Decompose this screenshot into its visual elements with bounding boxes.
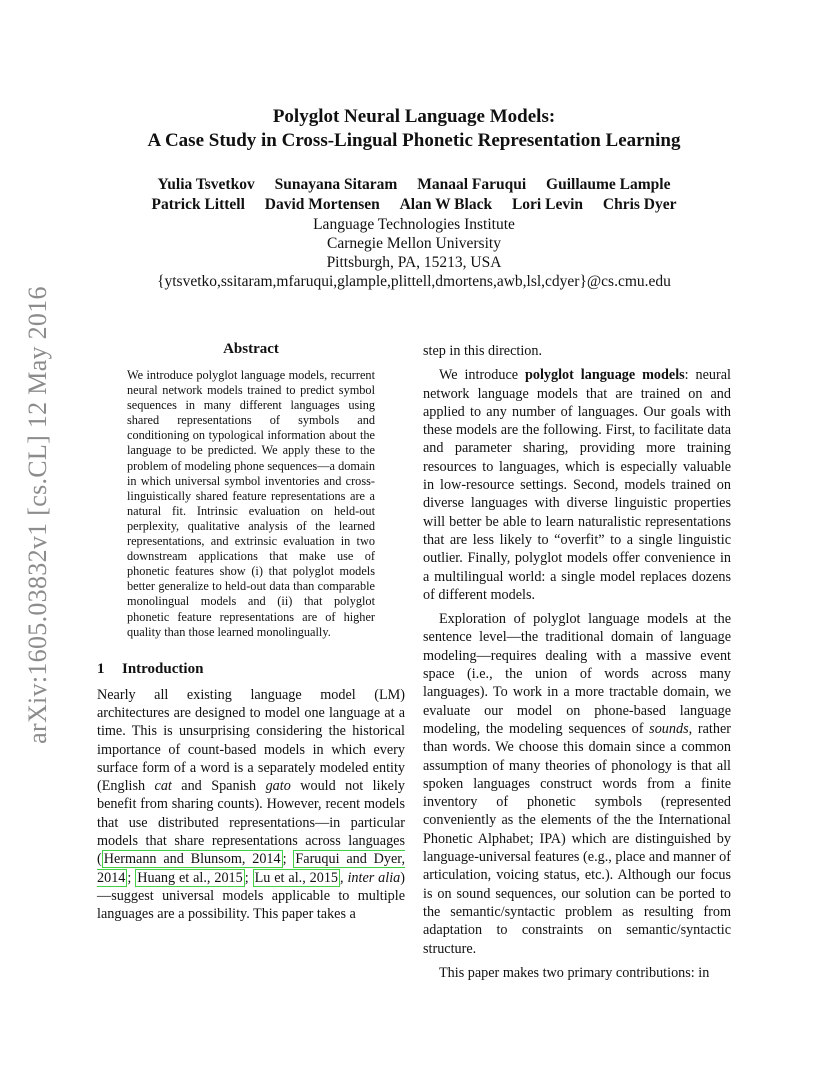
author-row-2 (0, 195, 828, 215)
title-line-1: Polyglot Neural Language Models: (272, 106, 556, 127)
citation-link[interactable]: Hermann and Blunsom, 2014 (103, 851, 281, 868)
abstract-text: We introduce polyglot language models, recurrent neural network models trained to predict symbol sequences in many different languages using shared representations of symbols and conditioning on typological information about the language to be predicted. We apply these to the problem of modeling phone sequences—a domain in which universal symbol inventories and cross-linguistically shared feature representations are a natural fit. Intrinsic evaluation on held-out perplexity, qualitative analysis of the learned representations, and extrinsic evaluation in two downstream applications that make use of phonetic features show (i) that polyglot models better generalize to held-out data than comparable monolingual models and (ii) that polyglot phonetic feature representations are of higher quality than those learned monolingually. (127, 368, 375, 639)
author-name: Lori Levin (511, 196, 583, 213)
section-title: Introduction (122, 660, 204, 677)
text-run: : neural network language models that are trained on and applied to any number of languages. Our goals with these models are the following. First, to facilitate data and parameter sharing, providing more training resources to languages, which is especially valuable in low-resource settings. Second, models trained on diverse languages with diverse linguistic properties will better be able to learn naturalistic representations that are less likely to “overfit” to a single linguistic outlier. Finally, polyglot models offer convenience in a multilingual world: a single model replaces dozens of different models. (423, 367, 731, 603)
abstract-heading: Abstract (223, 341, 279, 357)
text-run: )—suggest universal models applicable to multiple languages are a possibility. This paper takes a (97, 869, 405, 923)
text-run: Exploration of polyglot language models at the sentence level—the traditional domain of language modeling—requires dealing with a massive event space (i.e., the union of words across many languages). To work in a more tractable domain, we evaluate our model on phone-based language modeling, the modeling sequences of (423, 611, 731, 737)
text-run: would not likely benefit from sharing counts). However, recent models that use distributed representations—in particular models that share representations across languages ( (97, 778, 405, 868)
citation-link[interactable]: Lu et al., 2015 (254, 869, 339, 886)
author-list (0, 175, 828, 215)
intro-paragraph-1-continued: step in this direction. (423, 343, 543, 359)
author-name: David Mortensen (264, 196, 380, 213)
intro-paragraph-3 (423, 610, 731, 958)
text-run: We introduce (439, 367, 525, 384)
paper-header (0, 105, 828, 291)
text-run: , rather than words. We choose this domain since a common assumption of many theories of phonology is that all spoken languages construct words from a finite inventory of phonetic symbols (represented conveniently as the elements of the the International Phonetic Alphabet; IPA) which are distinguished by language-universal features (e.g., place and manner of articulation, voicing status, etc.). Although our focus is on sound sequences, our solution can be ported to the semantic/syntactic problem as resulting from adaptation to constraints on semantic/syntactic structure. (423, 720, 731, 957)
text-run: Nearly all existing language model (LM) architectures are designed to model one language at a time. This is unsurprising considering the historical importance of count-based models in which every surface form of a word is a separately modeled entity (English (97, 686, 405, 795)
right-column (423, 342, 731, 982)
author-row-1 (0, 175, 828, 195)
author-name: Patrick Littell (151, 196, 245, 213)
section-number: 1 (97, 660, 105, 677)
section-heading-introduction (97, 660, 405, 678)
affiliation-institute: Language Technologies Institute (313, 216, 515, 233)
affiliation-address: Pittsburgh, PA, 15213, USA (326, 254, 502, 271)
intro-paragraph-2 (423, 366, 731, 604)
paper-title (0, 105, 828, 153)
citation-link[interactable]: Faruqui and Dyer, 2014 (97, 851, 405, 886)
arxiv-identifier: arXiv:1605.03832v1 [cs.CL] 12 May 2016 (23, 286, 52, 744)
text-run: and Spanish (171, 778, 266, 795)
intro-paragraph-1: Nearly all existing language model (LM) architectures are designed to model one language at a time. This is unsurprising considering the historical importance of count-based models in which every surface form of a word is a separately modeled entity (English cat and Spanish gato would not likely benefit from sharing counts). However, recent models that use distributed representations—in particular models that share representations across languages ( Hermann and Blunsom, 2014 ; Faruqui and Dyer, 2014 ; Huang et al., 2015 ; Lu et al., 2015 , inter alia)—suggest universal models applicable to multiple languages are a possibility. This paper takes a (97, 686, 405, 923)
left-column (97, 340, 405, 924)
inter-alia: inter alia (347, 869, 401, 886)
author-name: Chris Dyer (602, 196, 677, 213)
author-name: Alan W Black (399, 196, 493, 213)
author-emails: {ytsvetko,ssitaram,mfaruqui,glample,plittell,dmortens,awb,lsl,cdyer}@cs.cmu.edu (157, 273, 671, 290)
term-polyglot-language-models: polyglot language models (524, 367, 685, 384)
emphasis-sounds: sounds (649, 720, 689, 737)
author-name: Yulia Tsvetkov (157, 176, 255, 193)
example-word-cat: cat (154, 778, 172, 795)
affiliation-university: Carnegie Mellon University (327, 235, 501, 252)
author-name: Manaal Faruqui (417, 176, 527, 193)
example-word-gato: gato (265, 778, 291, 795)
intro-paragraph-4: This paper makes two primary contributions: in (439, 964, 710, 981)
author-name: Sunayana Sitaram (274, 176, 398, 193)
title-line-2: A Case Study in Cross-Lingual Phonetic Representation Learning (147, 130, 681, 151)
citation-link[interactable]: Huang et al., 2015 (137, 869, 243, 886)
author-name: Guillaume Lample (546, 176, 671, 193)
